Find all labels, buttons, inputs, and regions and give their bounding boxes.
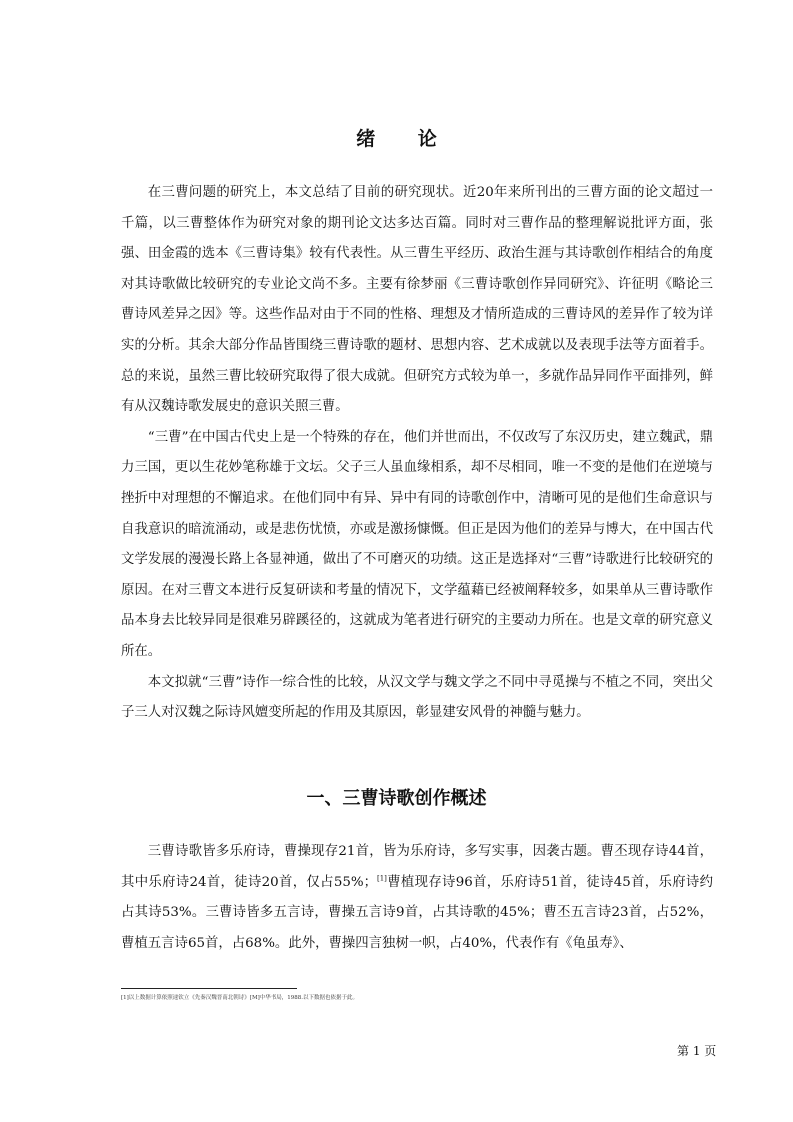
section-paragraph-part2: 曹植现存诗96首，乐府诗51首，徒诗45首，乐府诗约占其诗53%。三曹诗皆多五言诗，曹操五言诗9首，占其诗歌的45%；曹丕五言诗23首，占52%，曹植五言诗65首，占68%。此外，曹操四言独树一帜，占40%，代表作有《龟虽寿》、 xyxy=(121,874,713,951)
intro-section xyxy=(121,178,713,729)
page-number: 第 1 页 xyxy=(677,1044,717,1058)
document-title: 绪 论 xyxy=(356,128,455,150)
section-paragraph xyxy=(121,837,713,959)
section-body xyxy=(121,837,713,959)
intro-paragraph-3: 本文拟就“三曹”诗作一综合性的比较，从汉文学与魏文学之不同中寻觅操与不植之不同，突出父子三人对汉魏之际诗风嬗变所起的作用及其原因，彰显建安风骨的神髓与魅力。 xyxy=(121,674,713,721)
footnote-divider xyxy=(121,988,297,989)
footnote-marker[interactable]: [1] xyxy=(376,874,387,883)
intro-paragraph-1: 在三曹问题的研究上，本文总结了目前的研究现状。近20年来所刊出的三曹方面的论文超过一千篇，以三曹整体作为研究对象的期刊论文达多达百篇。同时对三曹作品的整理解说批评方面，张强、田金霞的选本《三曹诗集》较有代表性。从三曹生平经历、政治生涯与其诗歌创作相结合的角度对其诗歌做比较研究的专业论文尚不多。主要有徐梦丽《三曹诗歌创作异同研究》、许征明《略论三曹诗风差异之因》等。这些作品对由于不同的性格、理想及才情所造成的三曹诗风的差异作了较为详实的分析。其余大部分作品皆围绕三曹诗歌的题材、思想内容、艺术成就以及表现手法等方面着手。总的来说，虽然三曹比较研究取得了很大成就。但研究方式较为单一，多就作品异同作平面排列，鲜有从汉魏诗歌发展史的意识关照三曹。 xyxy=(121,185,713,415)
section-paragraph-part1: 三曹诗歌皆多乐府诗，曹操现存21首，皆为乐府诗，多写实事，因袭古题。曹丕现存诗44首，其中乐府诗24首，徒诗20首，仅占55%； xyxy=(121,844,713,890)
intro-paragraph-2: “三曹”在中国古代史上是一个特殊的存在，他们并世而出，不仅改写了东汉历史，建立魏武，鼎力三国，更以生花妙笔称雄于文坛。父子三人虽血缘相系，却不尽相同，唯一不变的是他们在逆境与挫折中对理想的不懈追求。在他们同中有异、异中有同的诗歌创作中，清晰可见的是他们生命意识与自我意识的暗流涌动，或是悲伤忧愤，亦或是激扬慷慨。但正是因为他们的差异与博大，在中国古代文学发展的漫漫长路上各显神通，做出了不可磨灭的功绩。这正是选择对“三曹”诗歌进行比较研究的原因。在对三曹文本进行反复研读和考量的情况下，文学蕴藉已经被阐释较多，如果单从三曹诗歌作品本身去比较异同是很难另辟蹊径的，这就成为笔者进行研究的主要动力所在。也是文章的研究意义所在。 xyxy=(121,429,713,659)
section-heading: 一、三曹诗歌创作概述 xyxy=(306,788,487,809)
footnote: [1]以上数据计算依照逯钦立《先秦汉魏晋南北朝诗》[M]中华书局，1988.以下数据也依据于此。 xyxy=(121,995,358,1001)
